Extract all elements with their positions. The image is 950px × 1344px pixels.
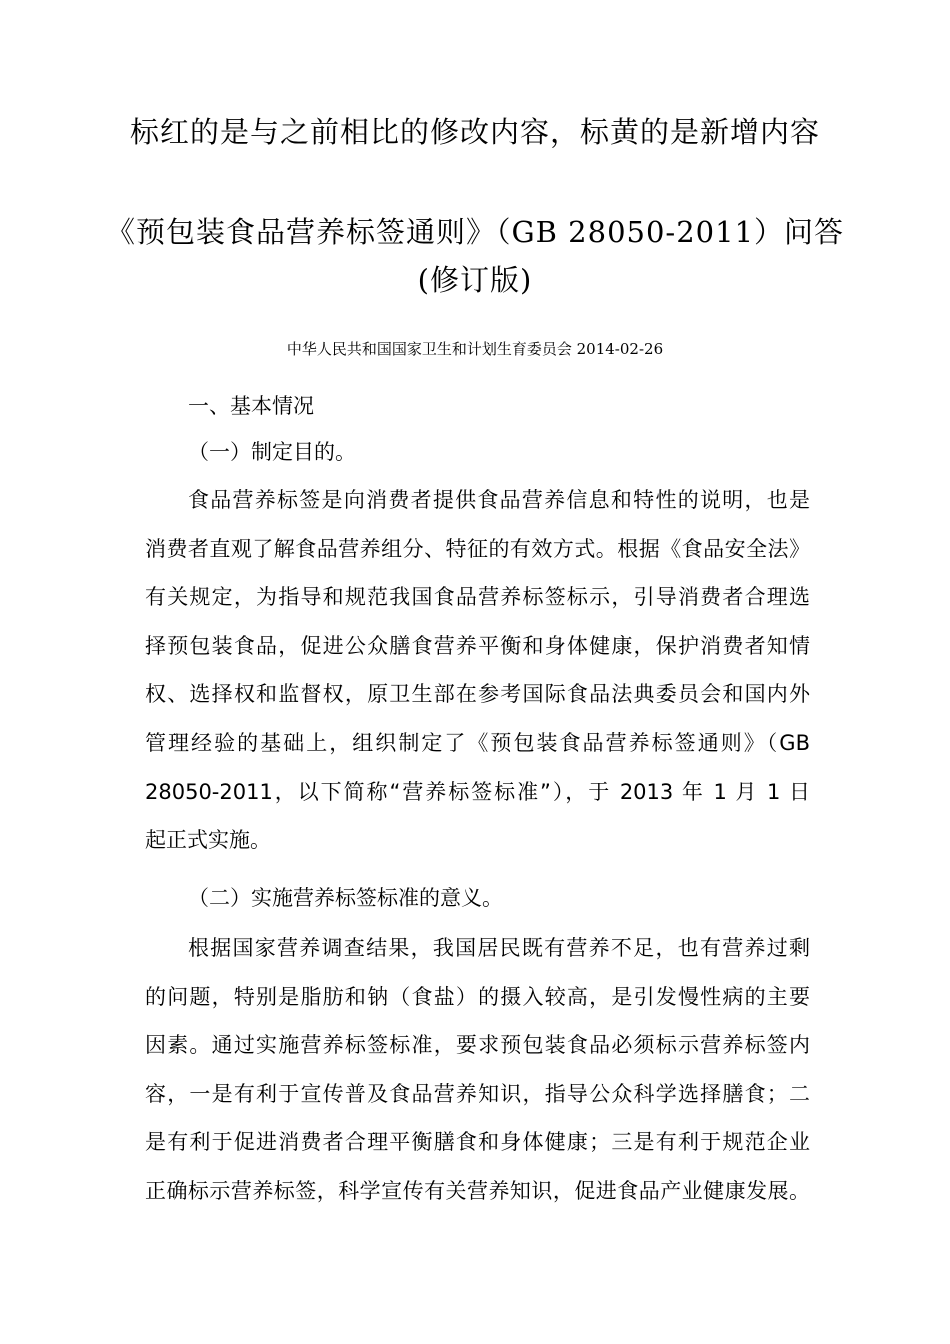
paragraph-line: 28050-2011，以下简称“营养标签标准”），于 2013 年 1 月 1 日 [145, 779, 810, 804]
paragraph-line: 起正式实施。 [145, 828, 271, 853]
paragraph-line: 是有利于促进消费者合理平衡膳食和身体健康；三是有利于规范企业 [145, 1130, 810, 1155]
subsection-heading-purpose: （一）制定目的。 [188, 440, 356, 464]
paragraph-purpose [145, 476, 810, 865]
document-title [0, 208, 950, 304]
paragraph-line: 管理经验的基础上，组织制定了《预包装食品营养标签通则》（GB [145, 730, 810, 755]
paragraph-line: 择预包装食品，促进公众膳食营养平衡和身体健康，保护消费者知情 [145, 633, 810, 658]
document-title-line-2: (修订版) [417, 263, 533, 297]
section-heading: 一、基本情况 [188, 394, 314, 418]
paragraph-line: 根据国家营养调查结果，我国居民既有营养不足，也有营养过剩 [188, 936, 810, 960]
paragraph-line: 因素。通过实施营养标签标准，要求预包装食品必须标示营养标签内 [145, 1033, 810, 1058]
paragraph-significance [145, 924, 810, 1216]
subsection-heading-significance: （二）实施营养标签标准的意义。 [188, 886, 503, 910]
document-title-line-1: 《预包装食品营养标签通则》（GB 28050-2011）问答 [105, 215, 845, 249]
revision-notice: 标红的是与之前相比的修改内容，标黄的是新增内容 [129, 115, 820, 149]
paragraph-line: 容，一是有利于宣传普及食品营养知识，指导公众科学选择膳食；二 [145, 1081, 810, 1106]
paragraph-line: 正确标示营养标签，科学宣传有关营养知识，促进食品产业健康发展。 [145, 1178, 810, 1203]
paragraph-line: 消费者直观了解食品营养组分、特征的有效方式。根据《食品安全法》 [145, 536, 810, 561]
paragraph-line: 权、选择权和监督权，原卫生部在参考国际食品法典委员会和国内外 [145, 682, 810, 707]
paragraph-line: 有关规定，为指导和规范我国食品营养标签标示，引导消费者合理选 [145, 585, 810, 610]
paragraph-line: 的问题，特别是脂肪和钠（食盐）的摄入较高，是引发慢性病的主要 [145, 984, 810, 1009]
source-line: 中华人民共和国国家卫生和计划生育委员会 2014-02-26 [286, 340, 664, 358]
paragraph-line: 食品营养标签是向消费者提供食品营养信息和特性的说明，也是 [188, 488, 810, 512]
